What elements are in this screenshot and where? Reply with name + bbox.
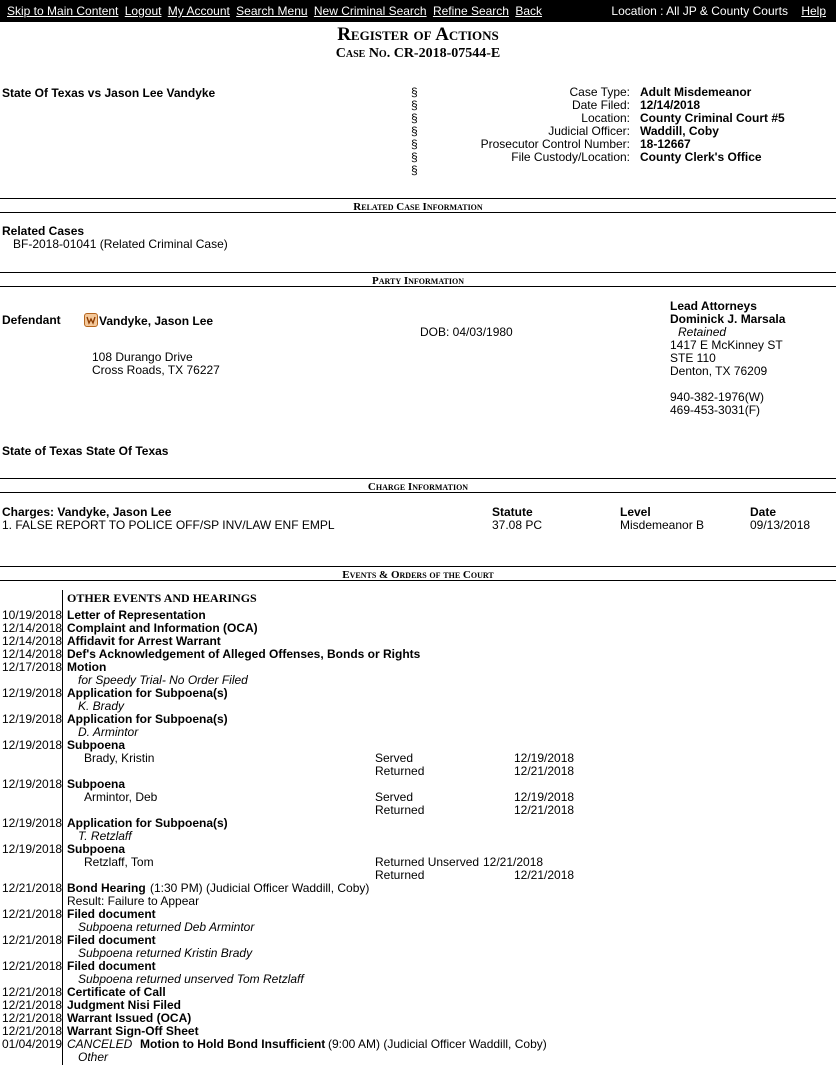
warrant-icon[interactable] xyxy=(84,313,98,327)
file-custody-label: File Custody/Location: xyxy=(511,150,630,164)
event-title[interactable]: Filed document xyxy=(67,959,156,973)
page-title: Register of Actions xyxy=(337,24,499,45)
defendant-label: Defendant xyxy=(2,313,61,327)
case-number: Case No. CR-2018-07544-E xyxy=(335,46,501,61)
subpoena-status-date: 12/19/2018 xyxy=(514,790,575,804)
event-date: 12/14/2018 xyxy=(2,634,63,648)
new-criminal-search-link[interactable]: New Criminal Search xyxy=(313,4,427,18)
event-date: 01/04/2019 xyxy=(2,1037,63,1051)
date-header: Date xyxy=(750,505,777,519)
event-title[interactable]: Judgment Nisi Filed xyxy=(67,998,182,1012)
event-title[interactable]: Subpoena xyxy=(67,842,126,856)
event-note: D. Armintor xyxy=(78,725,139,739)
location-field-value: County Criminal Court #5 xyxy=(640,111,785,125)
event-date: 12/21/2018 xyxy=(2,1024,63,1038)
search-menu-link[interactable]: Search Menu xyxy=(236,4,308,18)
attorney-status: Retained xyxy=(678,325,727,339)
section-mark: § xyxy=(411,137,418,151)
defendant-dob: DOB: 04/03/1980 xyxy=(420,325,513,339)
refine-search-link[interactable]: Refine Search xyxy=(432,4,509,18)
subpoena-party: Armintor, Deb xyxy=(84,790,158,804)
defendant-address-line1: 108 Durango Drive xyxy=(92,350,193,364)
back-link[interactable]: Back xyxy=(515,4,543,18)
event-date: 12/17/2018 xyxy=(2,660,63,674)
date-filed-label: Date Filed: xyxy=(571,98,630,112)
section-title: Charge Information xyxy=(367,481,469,493)
events-section-bar xyxy=(0,566,836,581)
subpoena-status-date: 12/21/2018 xyxy=(514,764,575,778)
my-account-link[interactable]: My Account xyxy=(167,4,230,18)
statute-header: Statute xyxy=(492,505,533,519)
event-title[interactable]: Letter of Representation xyxy=(67,608,206,622)
attorney-phone-work: 940-382-1976(W) xyxy=(670,390,765,404)
event-note: T. Retzlaff xyxy=(78,829,132,843)
event-title[interactable]: Application for Subpoena(s) xyxy=(67,712,228,726)
events-divider xyxy=(62,590,63,1065)
event-title[interactable]: Filed document xyxy=(67,907,156,921)
case-type-label: Case Type: xyxy=(569,85,630,99)
logout-link[interactable]: Logout xyxy=(124,4,162,18)
event-date: 12/19/2018 xyxy=(2,738,63,752)
attorney-address-line3: Denton, TX 76209 xyxy=(670,364,768,378)
skip-to-main-link[interactable]: Skip to Main Content xyxy=(7,4,119,18)
subpoena-status: Returned Unserved xyxy=(375,855,480,869)
attorney-address-line2: STE 110 xyxy=(670,351,716,365)
case-type-value: Adult Misdemeanor xyxy=(640,85,752,99)
event-date: 12/19/2018 xyxy=(2,816,63,830)
help-link[interactable]: Help xyxy=(801,4,826,18)
event-note: K. Brady xyxy=(78,699,125,713)
defendant-name[interactable]: Vandyke, Jason Lee xyxy=(99,314,214,328)
charge-statute: 37.08 PC xyxy=(492,518,543,532)
event-title[interactable]: Def's Acknowledgement of Alleged Offenses, Bonds or Rights xyxy=(67,647,421,661)
event-date: 12/14/2018 xyxy=(2,621,63,635)
event-date: 12/19/2018 xyxy=(2,712,63,726)
event-date: 12/21/2018 xyxy=(2,933,63,947)
subpoena-status-date: 12/21/2018 xyxy=(514,803,575,817)
event-date: 12/21/2018 xyxy=(2,959,63,973)
subpoena-status-date: 12/19/2018 xyxy=(514,751,575,765)
location-label: Location : All JP & County Courts xyxy=(611,4,788,18)
state-label: State of Texas xyxy=(2,444,83,458)
event-status: CANCELED xyxy=(67,1037,133,1051)
subpoena-status: Returned xyxy=(375,803,425,817)
event-title[interactable]: Certificate of Call xyxy=(67,985,166,999)
event-note: Other xyxy=(78,1050,109,1064)
event-title[interactable]: Motion to Hold Bond Insufficient xyxy=(140,1037,326,1051)
event-title[interactable]: Bond Hearing xyxy=(67,881,146,895)
event-date: 10/19/2018 xyxy=(2,608,63,622)
related-case-section-bar xyxy=(0,198,836,213)
section-mark: § xyxy=(411,150,418,164)
section-mark: § xyxy=(411,111,418,125)
charge-section-bar xyxy=(0,478,836,493)
date-filed-value: 12/14/2018 xyxy=(640,98,701,112)
event-date: 12/19/2018 xyxy=(2,842,63,856)
subpoena-status-date: 12/21/2018 xyxy=(483,855,544,869)
event-note: Subpoena returned Kristin Brady xyxy=(78,946,253,960)
related-cases-label: Related Cases xyxy=(2,224,85,238)
event-title[interactable]: Subpoena xyxy=(67,738,126,752)
section-title: Events & Orders of the Court xyxy=(342,569,494,581)
section-title: Party Information xyxy=(372,275,464,287)
related-case-item: BF-2018-01041 (Related Criminal Case) xyxy=(13,237,228,251)
section-mark: § xyxy=(411,98,418,112)
event-title[interactable]: Motion xyxy=(67,660,107,674)
case-style: State Of Texas vs Jason Lee Vandyke xyxy=(2,86,216,100)
event-title[interactable]: Affidavit for Arrest Warrant xyxy=(67,634,221,648)
event-date: 12/21/2018 xyxy=(2,985,63,999)
level-header: Level xyxy=(620,505,651,519)
subpoena-party: Brady, Kristin xyxy=(84,751,155,765)
section-mark: § xyxy=(411,163,418,177)
judicial-officer-label: Judicial Officer: xyxy=(548,124,630,138)
charge-date: 09/13/2018 xyxy=(750,518,811,532)
prosecutor-control-label: Prosecutor Control Number: xyxy=(480,137,630,151)
attorney-address-line1: 1417 E McKinney ST xyxy=(670,338,783,352)
event-title[interactable]: Warrant Issued (OCA) xyxy=(67,1011,192,1025)
judicial-officer-value: Waddill, Coby xyxy=(640,124,719,138)
attorney-name: Dominick J. Marsala xyxy=(670,312,786,326)
event-date: 12/21/2018 xyxy=(2,1011,63,1025)
party-section-bar xyxy=(0,272,836,287)
section-mark: § xyxy=(411,85,418,99)
subpoena-status: Returned xyxy=(375,764,425,778)
event-note: for Speedy Trial- No Order Filed xyxy=(78,673,248,687)
event-note: Subpoena returned unserved Tom Retzlaff xyxy=(78,972,304,986)
events-heading: OTHER EVENTS AND HEARINGS xyxy=(67,591,257,605)
prosecutor-control-value: 18-12667 xyxy=(640,137,691,151)
event-detail: (9:00 AM) (Judicial Officer Waddill, Coby) xyxy=(328,1037,547,1051)
subpoena-party: Retzlaff, Tom xyxy=(84,855,154,869)
charge-level: Misdemeanor B xyxy=(620,518,705,532)
attorney-phone-fax: 469-453-3031(F) xyxy=(670,403,761,417)
subpoena-status: Returned xyxy=(375,868,425,882)
section-title: Related Case Information xyxy=(353,201,483,213)
top-nav-bar xyxy=(0,0,836,22)
subpoena-status: Served xyxy=(375,751,414,765)
file-custody-value: County Clerk's Office xyxy=(640,150,762,164)
charge-description: 1. FALSE REPORT TO POLICE OFF/SP INV/LAW ENF EMPL xyxy=(2,518,335,532)
section-mark: § xyxy=(411,124,418,138)
location-field-label: Location: xyxy=(581,111,630,125)
event-date: 12/21/2018 xyxy=(2,881,63,895)
lead-attorneys-label: Lead Attorneys xyxy=(670,299,757,313)
event-title[interactable]: Application for Subpoena(s) xyxy=(67,686,228,700)
event-date: 12/21/2018 xyxy=(2,907,63,921)
subpoena-status-date: 12/21/2018 xyxy=(514,868,575,882)
event-date: 12/14/2018 xyxy=(2,647,63,661)
event-date: 12/21/2018 xyxy=(2,998,63,1012)
subpoena-status: Served xyxy=(375,790,414,804)
event-note: Subpoena returned Deb Armintor xyxy=(78,920,255,934)
event-title[interactable]: Complaint and Information (OCA) xyxy=(67,621,258,635)
state-name: State Of Texas xyxy=(86,444,169,458)
event-title[interactable]: Filed document xyxy=(67,933,156,947)
event-date: 12/19/2018 xyxy=(2,777,63,791)
event-title[interactable]: Application for Subpoena(s) xyxy=(67,816,228,830)
event-title[interactable]: Subpoena xyxy=(67,777,126,791)
event-result: Result: Failure to Appear xyxy=(67,894,200,908)
event-date: 12/19/2018 xyxy=(2,686,63,700)
charges-header: Charges: Vandyke, Jason Lee xyxy=(2,505,172,519)
event-detail: (1:30 PM) (Judicial Officer Waddill, Coby) xyxy=(150,881,370,895)
defendant-address-line2: Cross Roads, TX 76227 xyxy=(92,363,220,377)
event-title[interactable]: Warrant Sign-Off Sheet xyxy=(67,1024,199,1038)
